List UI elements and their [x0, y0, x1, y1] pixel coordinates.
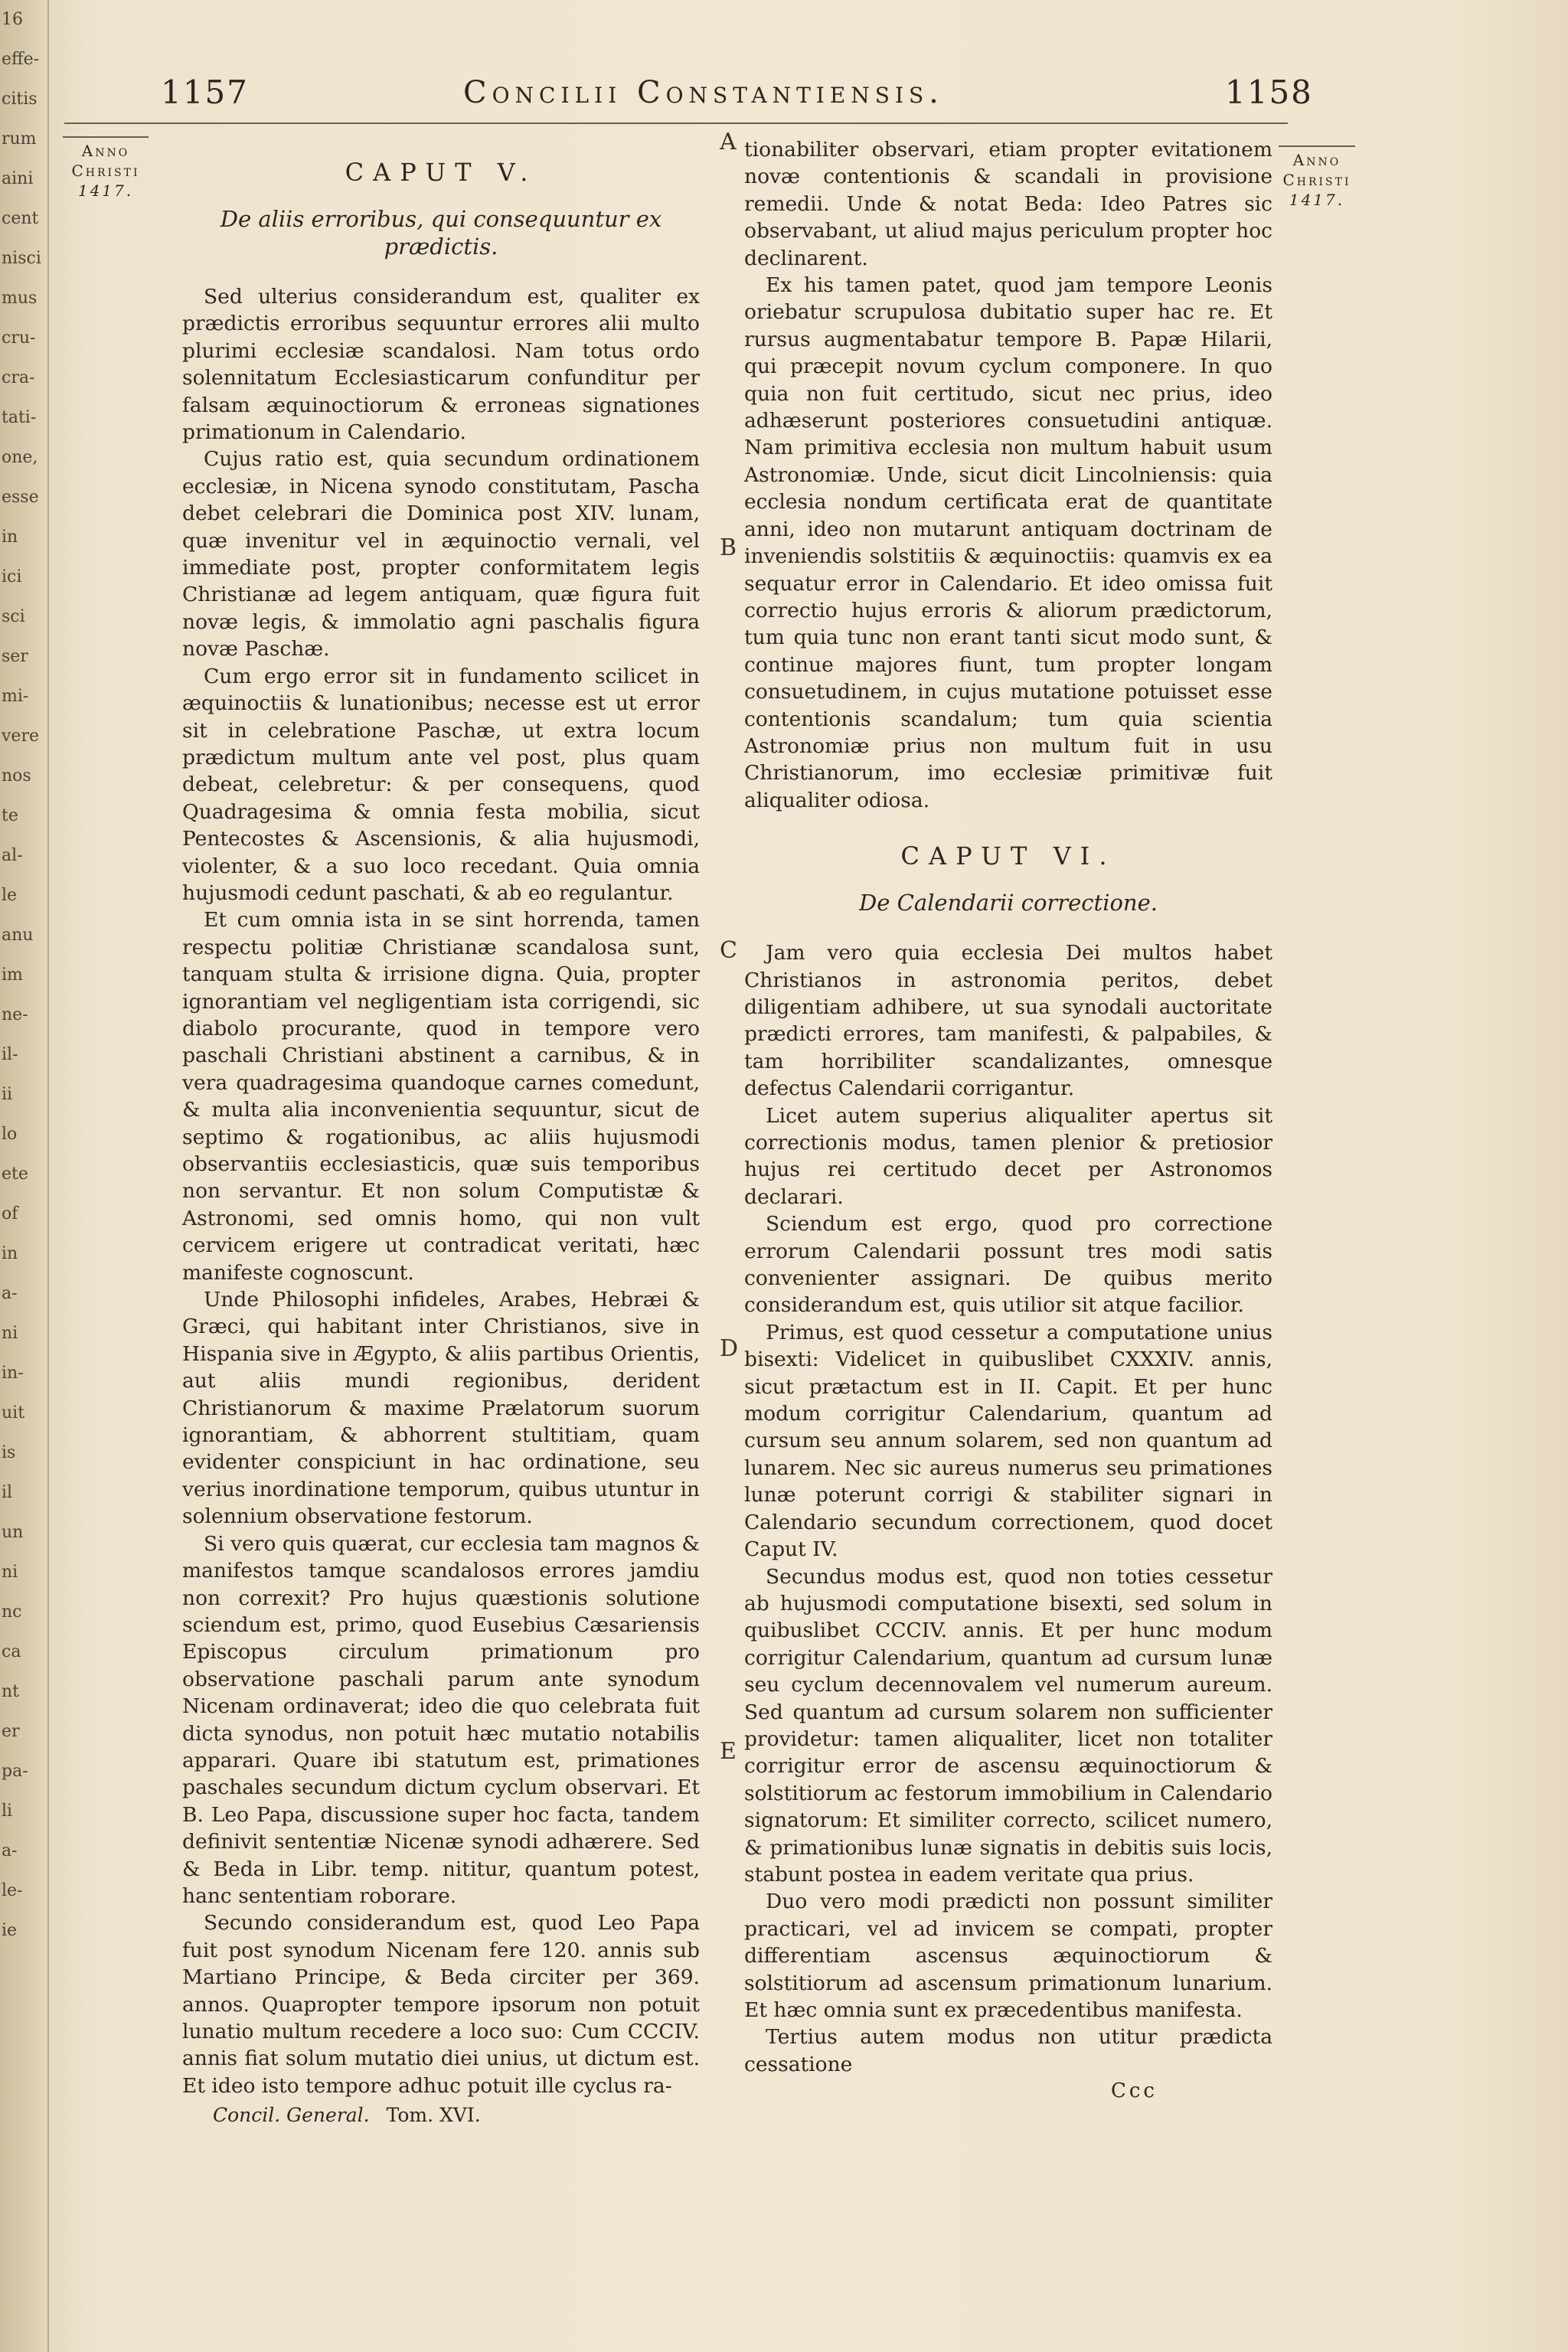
chapter-subtitle: De aliis erroribus, qui consequuntur ex prædictis. — [220, 206, 662, 260]
paragraph: Licet autem superius aliqualiter apertus sit correctionis modus, tamen plenior & pretiosior hujus rei certitudo decet per Astronomos declarari. — [744, 1103, 1272, 1209]
previous-page-fragment: one, — [2, 448, 38, 467]
previous-page-fragment: citis — [2, 90, 38, 109]
previous-page-fragment: aini — [2, 169, 34, 188]
margin-christi: Christi — [1282, 171, 1351, 189]
paragraph: Si vero quis quærat, cur ecclesia tam magnos & manifestos tamque scandalosos errores jamdiu non correxit? Pro hujus quæstionis solutione sciendum est, primo, quod Eusebius Cæsariensis Episcopus circulum primationum pro observatione paschali parum ante synodum Nicenam ordinaverat; ideo die quo celebrata fuit dicta synodus, non potuit hæc mutatio notabilis apparari. Quare ibi statutum est, primationes paschales secundum dictum cyclum observari. Et B. Leo Papa, discussione super hoc facta, tandem definivit sententiæ Nicenæ synodi adhærere. Sed & Beda in Libr. temp. nititur, quantum potest, hanc sententiam roborare. — [182, 1531, 700, 1908]
previous-page-fragment: le — [2, 886, 18, 905]
paragraph: Primus, est quod cessetur a computatione unius bisexti: Videlicet in quibuslibet CXXXIV. annis, sicut prætactum est in II. Capit. Et per hunc modum corrigitur Calendarium, quantum ad cursum seu annum solarem, sed non quantum ad lunarem. Nec sic aureus numerus seu primationes lunæ poterunt corrigi & stabiliter signari in Calendario secundum correctionem, quod docet Caput IV. — [744, 1320, 1272, 1562]
running-title: Concilii Constantiensis. — [463, 75, 944, 110]
margin-year: 1417. — [77, 181, 134, 200]
paragraph: Cum ergo error sit in fundamento scilicet in æquinoctiis & lunationibus; necesse est ut error sit in celebratione Paschæ, ut extra locum prædictum multum ante vel post, plus quam debeat, celebretur: & per consequens, quod Quadragesima & omnia festa mobilia, sicut Pentecostes & Ascensionis, & alia hujusmodi, violenter, & a suo loco recedant. Quia omnia hujusmodi cedunt paschati, & ab eo regulantur. — [182, 664, 700, 905]
previous-page-fragment: effe- — [2, 50, 40, 69]
previous-page-fragment: nc — [2, 1602, 22, 1622]
previous-page-fragment: al- — [2, 846, 23, 865]
footer-title: Concil. General. — [213, 2104, 370, 2127]
previous-page-fragment: il — [2, 1483, 13, 1502]
previous-page-fragment: li — [2, 1802, 13, 1821]
paragraph: Et cum omnia ista in se sint horrenda, tamen respectu politiæ Christianæ scandalosa sunt, tanquam stulta & irrisione digna. Quia, propter ignorantiam vel negligentiam ista corrigendi, sic diabolo procurante, quod in tempore vero paschali Christiani abstinent a carnibus, & in vera quadragesima quandoque carnes comedunt, & multa alia inconvenientia sequuntur, sicut de septimo & rogationibus, ac aliis hujusmodi observantiis ecclesiasticis, quæ suis temporibus non servantur. Et non solum Computistæ & Astronomi, sed omnis homo, qui non vult cervicem erigere ut contradicat veritati, hæc manifeste cognoscunt. — [182, 908, 700, 1285]
previous-page-fragment: in — [2, 528, 18, 547]
previous-page-fragment: ici — [2, 567, 22, 586]
margin-note-left — [63, 136, 149, 201]
section-letter-e: E — [720, 1738, 737, 1765]
left-column — [182, 136, 700, 2128]
paragraph: Secundus modus est, quod non toties cessetur ab hujusmodi computatione bisexti, sed solum in quibuslibet CCCIV. annis. Et per hunc modum corrigitur Calendarium, quantum ad cursum lunæ seu cyclum decennovalem vel numerum aureum. Sed quantum ad cursum solarem non sufficienter providetur: tamen aliqualiter, licet non totaliter corrigitur error de ascensu æquinoctiorum & solstitiorum ac festorum immobilium in Calendario signatorum: Et similiter correcto, scilicet numero, & primationibus lunæ signatis in debitis suis locis, stabunt postea in eadem veritate qua prius. — [744, 1564, 1272, 1886]
volume-footer — [182, 2102, 700, 2128]
previous-page-fragment: nt — [2, 1682, 20, 1701]
margin-year: 1417. — [1289, 191, 1345, 209]
previous-page-fragment: lo — [2, 1125, 18, 1144]
right-column — [744, 136, 1272, 2104]
right-paragraphs-after — [744, 939, 1272, 2078]
paragraph: Ex his tamen patet, quod jam tempore Leonis oriebatur scrupulosa dubitatio super hac re. Et rursus augmentabatur tempore B. Papæ Hilarii, qui præcepit novum cyclum componere. In quo quia non fuit certitudo, sicut nec prius, ideo adhæserunt posteriores consuetudini antiquæ. Nam primitiva ecclesia non multum habuit usum Astronomiæ. Unde, sicut dicit Lincolniensis: quia ecclesia nondum certificata erat de quantitate anni, ideo non mutarunt antiquam doctrinam de inveniendis solstitiis & æquinoctiis: quamvis ex ea sequatur error in Calendario. Et ideo omissa fuit correctio hujus erroris & aliorum prædictorum, tum quia tunc non erant tanti sicut modo sunt, & continue majores fiunt, tum propter longam consuetudinem, in cujus mutatione potuisset esse contentionis scandalum; tum quia scientia Astronomiæ prius non multum fuit in usu Christianorum, imo ecclesiæ primitivæ fuit aliqualiter odiosa. — [744, 273, 1272, 812]
previous-page-fragment: le- — [2, 1881, 23, 1900]
previous-page-fragment: nisci — [2, 249, 41, 268]
previous-page-fragment: ca — [2, 1642, 21, 1661]
header-rule — [64, 122, 1288, 124]
paragraph: tionabiliter observari, etiam propter evitationem novæ contentionis & scandali in provisione remedii. Unde & notat Beda: Ideo Patres sic observabant, ut aliud majus periculum propter hoc declinarent. — [744, 138, 1272, 270]
margin-christi: Christi — [71, 162, 140, 180]
chapter-subtitle: De Calendarii correctione. — [859, 890, 1158, 916]
signature-text: Ccc — [1110, 2079, 1158, 2103]
previous-page-fragment: im — [2, 965, 23, 985]
previous-page-fragment: un — [2, 1523, 24, 1542]
previous-page-fragment: te — [2, 806, 18, 825]
paragraph: Cujus ratio est, quia secundum ordinationem ecclesiæ, in Nicena synodo constitutam, Pascha debet celebrari die Dominica post XIV. lunam, quæ invenitur vel in æquinoctio vernali, vel immediate post, propter conformitatem legis Christianæ ad legem antiquam, quæ figura fuit novæ legis, & immolatio agni paschalis figura novæ Paschæ. — [182, 447, 700, 662]
paragraph: Jam vero quia ecclesia Dei multos habet Christianos in astronomia peritos, debet diligentiam adhibere, ut sua synodali auctoritate prædicti errores, tam manifesti, & palpabiles, & tam horribiliter scandalizantes, omnesque defectus Calendarii corrigantur. — [744, 941, 1272, 1101]
section-letter-d: D — [720, 1335, 739, 1362]
signature-mark — [744, 2078, 1272, 2104]
chapter-title: CAPUT VI. — [900, 841, 1116, 871]
previous-page-fragment: ii — [2, 1085, 13, 1104]
previous-page-fragment: cra- — [2, 368, 35, 387]
paragraph: Tertius autem modus non utitur prædicta cessatione — [744, 2025, 1272, 2076]
previous-page-fragment: nos — [2, 766, 31, 786]
section-letter-a: A — [720, 129, 737, 155]
previous-page-fragment: a- — [2, 1841, 18, 1860]
previous-page-fragment: a- — [2, 1284, 18, 1303]
previous-page-fragment: er — [2, 1722, 20, 1741]
previous-page-fragment: is — [2, 1443, 16, 1462]
previous-page-fragment: tati- — [2, 408, 37, 427]
previous-page-fragment: esse — [2, 488, 39, 507]
previous-page-fragment: ne- — [2, 1005, 28, 1024]
margin-anno: Anno — [1292, 151, 1341, 169]
paragraph: Unde Philosophi infideles, Arabes, Hebræi & Græci, qui habitant inter Christianos, sive in Hispania sive in Ægypto, & aliis partibus Orientis, aut aliis mundi regionibus, derident Christianorum & maxime Prælatorum suorum ignorantiam, & abhorrent stultitiam, quam evidenter conspiciunt in hac ordinatione, seu verius inordinatione temporum, quibus utuntur in solennium observatione festorum. — [182, 1288, 700, 1529]
margin-note-right — [1279, 145, 1355, 210]
previous-page-fragment: mi- — [2, 687, 29, 706]
previous-page-fragment: mus — [2, 289, 38, 308]
previous-page-fragment: in — [2, 1244, 18, 1263]
previous-page-fragment: vere — [2, 727, 39, 746]
previous-page-fragment: cent — [2, 209, 39, 228]
previous-page-fragment: pa- — [2, 1762, 28, 1781]
section-letter-b: B — [720, 534, 737, 561]
previous-page-fragment: il- — [2, 1045, 18, 1064]
previous-page-fragment: ni — [2, 1563, 18, 1582]
page-header — [161, 74, 1313, 119]
previous-page-fragment: ie — [2, 1921, 18, 1940]
paragraph: Sed ulterius considerandum est, qualiter ex prædictis erroribus sequuntur errores alii multo plurimi ecclesiæ scandalosi. Nam totus ordo solennitatum Ecclesiasticarum confunditur per falsam æquinoctiorum & erroneas signationes primationum in Calendario. — [182, 285, 700, 445]
footer-volume: Tom. XVI. — [386, 2104, 481, 2127]
previous-page-edge — [0, 0, 49, 2352]
left-paragraphs — [182, 283, 700, 2099]
section-letter-c: C — [720, 937, 737, 964]
right-paragraphs-before — [744, 136, 1272, 814]
previous-page-fragment: cru- — [2, 328, 36, 348]
previous-page-fragment: sci — [2, 607, 25, 626]
chapter-title: CAPUT V. — [345, 158, 537, 187]
previous-page-fragment: ete — [2, 1165, 28, 1184]
margin-anno: Anno — [81, 142, 130, 160]
paragraph: Duo vero modi prædicti non possunt similiter practicari, vel ad invicem se compati, propter differentiam ascensus æquinoctiorum & solstitiorum ad ascensum primationum lunarium. Et hæc omnia sunt ex præcedentibus manifesta. — [744, 1890, 1272, 2022]
previous-page-fragment: uit — [2, 1403, 25, 1423]
previous-page-fragment: of — [2, 1204, 18, 1223]
page-number-left: 1157 — [161, 74, 249, 111]
previous-page-fragment: rum — [2, 129, 37, 149]
previous-page-fragment: ni — [2, 1324, 18, 1343]
previous-page-fragment: in- — [2, 1364, 24, 1383]
previous-page-fragment: anu — [2, 926, 34, 945]
paragraph: Secundo considerandum est, quod Leo Papa fuit post synodum Nicenam fere 120. annis sub Martiano Principe, & Beda circiter per 369. annos. Quapropter tempore ipsorum non potuit lunatio multum recedere a loco suo: Cum CCCIV. annis fiat solum mutatio diei unius, ut dictum est. Et ideo isto tempore adhuc potuit ille cyclus ra- — [182, 1911, 700, 2098]
paragraph: Sciendum est ergo, quod pro correctione errorum Calendarii possunt tres modi satis convenienter assignari. De quibus merito considerandum est, quis utilior sit atque facilior. — [744, 1212, 1272, 1318]
page-number-right: 1158 — [1225, 74, 1313, 111]
previous-page-fragment: 16 — [2, 10, 23, 29]
previous-page-fragment: ser — [2, 647, 28, 666]
